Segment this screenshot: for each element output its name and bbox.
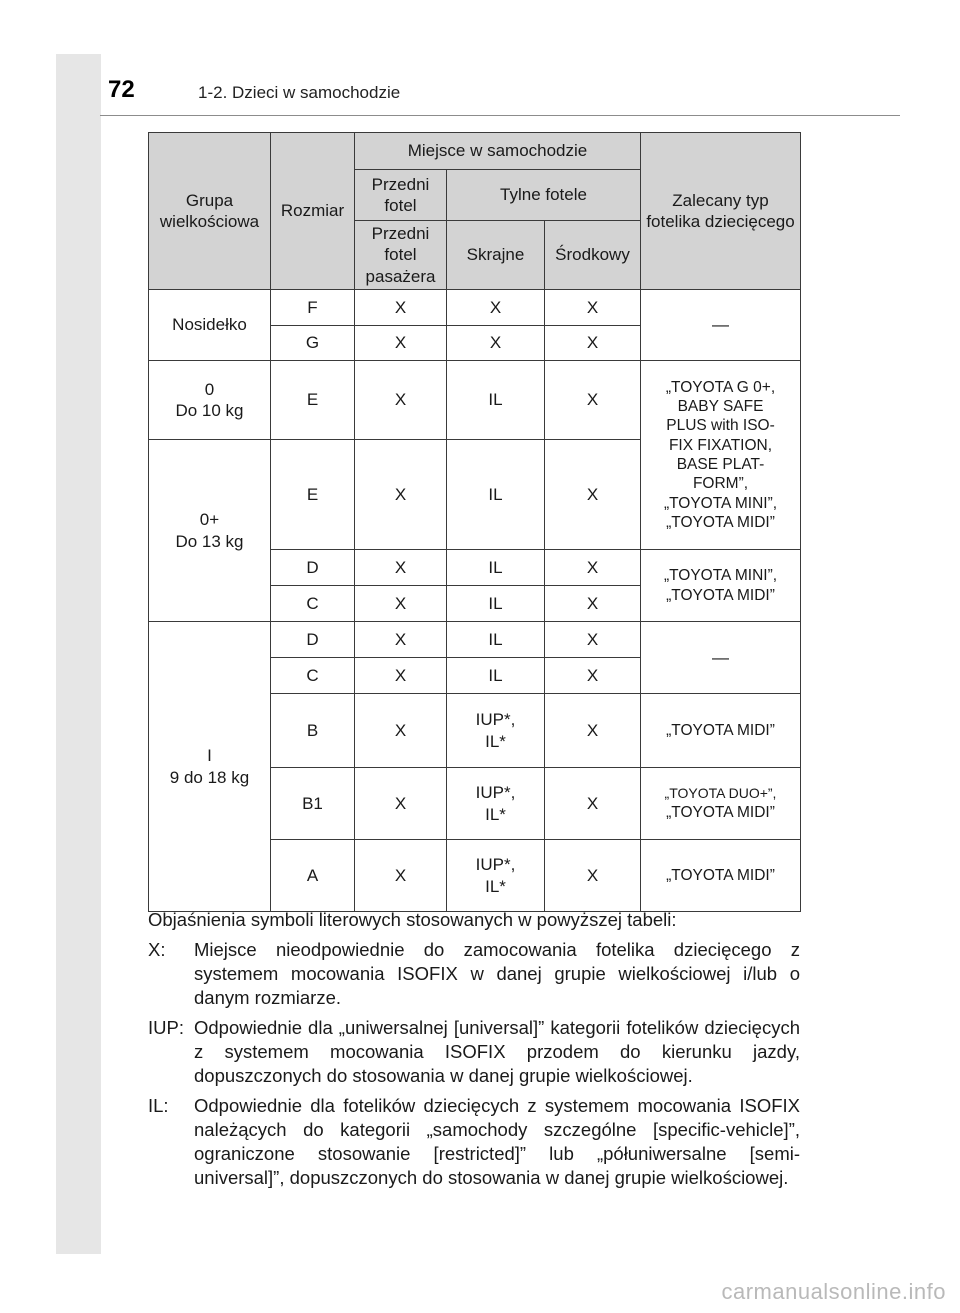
header-size: Rozmiar — [271, 133, 355, 290]
front-cell: X — [355, 550, 447, 586]
cell-line: IUP*, — [475, 783, 516, 803]
isofix-compatibility-table — [148, 132, 801, 912]
front-cell: X — [355, 622, 447, 658]
center-cell: X — [545, 290, 641, 326]
group-1 — [149, 622, 271, 912]
section-title: 1-2. Dzieci w samochodzie — [198, 83, 401, 102]
legend-text: Miejsce nieodpowiednie do zamocowania fotelika dziecięcego z systemem mocowania ISOFIX w danej grupie wielkościowej i/lub o danym rozmiarze. — [194, 939, 800, 1008]
header-front-passenger: Przedni fotel pasażera — [355, 221, 447, 290]
outboard-cell: IL — [447, 361, 545, 440]
front-cell: X — [355, 586, 447, 622]
size-cell: C — [271, 586, 355, 622]
recommended-midi: „TOYOTA MIDI” — [641, 694, 801, 768]
front-cell: X — [355, 768, 447, 840]
recommended-mini-midi — [641, 550, 801, 622]
center-cell: X — [545, 586, 641, 622]
group-weight: 9 do 18 kg — [169, 767, 250, 787]
group-weight: Do 13 kg — [175, 531, 244, 551]
outboard-cell — [447, 840, 545, 912]
rec-line: „TOYOTA MINI”, — [663, 494, 778, 512]
size-cell: D — [271, 550, 355, 586]
size-cell: E — [271, 361, 355, 440]
outboard-cell: IL — [447, 586, 545, 622]
outboard-cell — [447, 768, 545, 840]
group-0plus — [149, 440, 271, 622]
rec-line: PLUS with ISO- — [666, 417, 775, 435]
header-group: Grupa wielkościowa — [149, 133, 271, 290]
legend-code: IL: — [148, 1095, 169, 1116]
cell-line: IL* — [485, 804, 506, 824]
center-cell: X — [545, 622, 641, 658]
cell-line: IL* — [485, 731, 506, 751]
page-number: 72 — [108, 76, 135, 103]
front-cell: X — [355, 658, 447, 694]
size-cell: A — [271, 840, 355, 912]
recommended-none: — — [641, 622, 801, 694]
size-cell: B1 — [271, 768, 355, 840]
legend-text: Odpowiednie dla fotelików dziecięcych z systemem mocowania ISOFIX należących do kategorii „samochody szczególne [specific-vehicle]”, ograniczone stosowanie [restricted]” lub „półuniwersalne [semi-universal]”, dopuszczonych do stosowania w danej grupie wielkościowej. — [194, 1095, 800, 1188]
rec-line: FORM”, — [692, 475, 749, 493]
legend-item-iup — [148, 1016, 800, 1088]
group-0 — [149, 361, 271, 440]
outboard-cell: IL — [447, 440, 545, 550]
recommended-duo-midi — [641, 768, 801, 840]
recommended-toyota-long — [641, 361, 801, 550]
size-cell: G — [271, 326, 355, 361]
rec-line: „TOYOTA MIDI” — [666, 803, 775, 821]
front-cell: X — [355, 840, 447, 912]
center-cell: X — [545, 840, 641, 912]
center-cell: X — [545, 326, 641, 361]
page-margin-band — [56, 54, 101, 1254]
outboard-cell: IL — [447, 550, 545, 586]
legend-item-il — [148, 1094, 800, 1190]
rec-line: FIX FIXATION, — [668, 436, 773, 454]
group-label: 0 — [204, 379, 215, 399]
legend-text: Odpowiednie dla „uniwersalnej [universal]” kategorii fotelików dziecięcych z systemem mocowania ISOFIX przodem do kierunku jazdy, dopuszczonych do stosowania w danej grupie wielkościowej. — [194, 1017, 800, 1086]
cell-line: IUP*, — [475, 710, 516, 730]
center-cell: X — [545, 768, 641, 840]
rec-line: „TOYOTA G 0+, — [665, 378, 776, 396]
legend-code: X: — [148, 939, 166, 960]
header-center: Środkowy — [545, 221, 641, 290]
header-front-seat: Przedni fotel — [355, 170, 447, 221]
group-label: I — [207, 746, 212, 766]
outboard-cell: X — [447, 290, 545, 326]
front-cell: X — [355, 694, 447, 768]
rec-line: BASE PLAT- — [676, 456, 765, 473]
outboard-cell: IL — [447, 622, 545, 658]
legend-code: IUP: — [148, 1017, 184, 1038]
size-cell: F — [271, 290, 355, 326]
legend-item-x — [148, 938, 800, 1010]
rec-line: „TOYOTA MINI”, — [663, 567, 778, 585]
header-rear-seats: Tylne fotele — [447, 170, 641, 221]
center-cell: X — [545, 694, 641, 768]
watermark: carmanualsonline.info — [721, 1279, 946, 1304]
rec-line: „TOYOTA DUO+”, — [664, 785, 777, 802]
legend-intro: Objaśnienia symboli literowych stosowanych w powyższej tabeli: — [148, 909, 677, 930]
rec-line: „TOYOTA MIDI” — [666, 514, 775, 532]
center-cell: X — [545, 440, 641, 550]
outboard-cell: IL — [447, 658, 545, 694]
recommended-none: — — [641, 290, 801, 361]
front-cell: X — [355, 440, 447, 550]
front-cell: X — [355, 361, 447, 440]
center-cell: X — [545, 658, 641, 694]
group-label: 0+ — [199, 510, 220, 530]
outboard-cell — [447, 694, 545, 768]
header-recommended: Zalecany typ fotelika dziecięcego — [641, 133, 801, 290]
header-divider — [100, 115, 900, 116]
cell-line: IUP*, — [475, 855, 516, 875]
symbol-legend — [148, 908, 800, 1196]
group-carrycot: Nosidełko — [149, 290, 271, 361]
header-seat-location: Miejsce w samochodzie — [355, 133, 641, 170]
front-cell: X — [355, 326, 447, 361]
recommended-midi: „TOYOTA MIDI” — [641, 840, 801, 912]
group-weight: Do 10 kg — [175, 401, 244, 420]
header-outboard: Skrajne — [447, 221, 545, 290]
size-cell: B — [271, 694, 355, 768]
center-cell: X — [545, 361, 641, 440]
size-cell: D — [271, 622, 355, 658]
front-cell: X — [355, 290, 447, 326]
rec-line: „TOYOTA MIDI” — [666, 586, 775, 604]
rec-line: BABY SAFE — [677, 397, 764, 415]
size-cell: C — [271, 658, 355, 694]
cell-line: IL* — [485, 876, 506, 896]
size-cell: E — [271, 440, 355, 550]
center-cell: X — [545, 550, 641, 586]
outboard-cell: X — [447, 326, 545, 361]
